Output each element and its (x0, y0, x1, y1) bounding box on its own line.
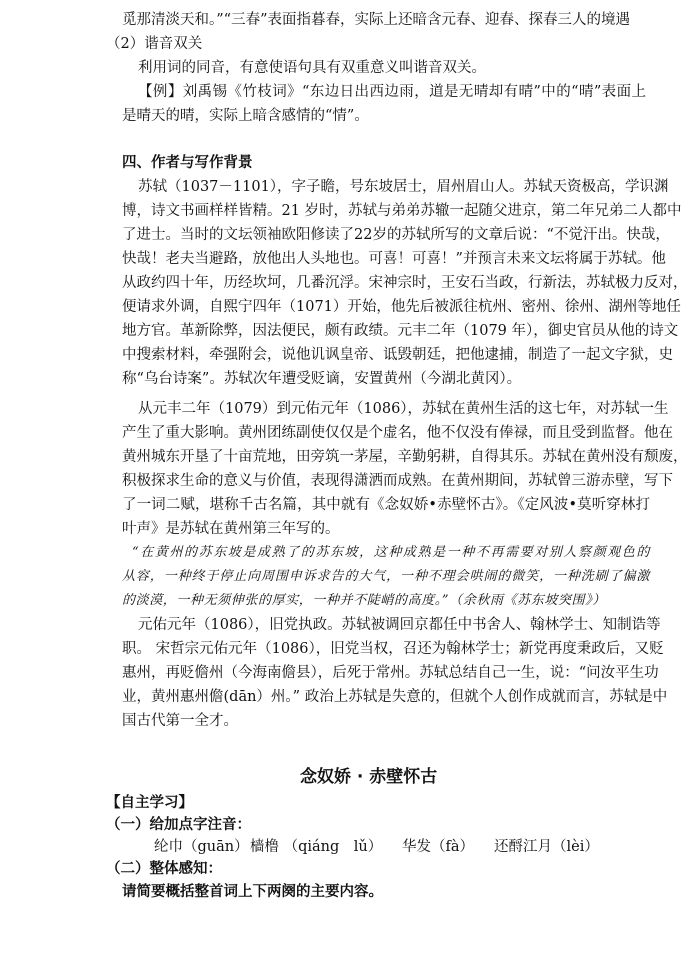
text-line: “在黄州的苏东坡是成熟了的苏东坡，这种成熟是一种不再需要对别人察颜观色的 (132, 545, 650, 560)
text-line: 国古代第一全才。 (122, 713, 238, 729)
self-study-label: 【自主学习】 (106, 795, 193, 811)
subheading-pun: （2）谐音双关 (106, 36, 203, 52)
text-line: 中搜索材料，牵强附会，说他讥讽皇帝、诋毁朝廷，把他逮捕，制造了一起文字狱，史 (122, 347, 673, 363)
poem-title: 念奴娇 · 赤壁怀古 (300, 767, 438, 787)
text-line: 从容，一种终于停止向周围申诉求告的大气，一种不理会哄闹的微笑，一种洗刷了偏激 (122, 569, 650, 584)
text-line: 便请求外调，自熙宁四年（1071）开始，他先后被派往杭州、密州、徐州、湖州等地任 (122, 299, 681, 315)
text-line: 觅那清淡天和。”“三春”表面指暮春，实际上还暗含元春、迎春、探春三人的境遇 (122, 12, 630, 28)
example-line: 【例】刘禹锡《竹枝词》“东边日出西边雨，道是无晴却有晴”中的“晴”表面上 (138, 84, 646, 100)
text-line: 元佑元年（1086），旧党执政。苏轼被调回京都任中书舍人、翰林学士、知制诰等 (138, 617, 661, 633)
text-line: 积极探求生命的意义与价值，表现得潇洒而成熟。在黄州期间，苏轼曾三游赤壁，写下 (122, 473, 673, 489)
overview-task: 请简要概括整首词上下两阕的主要内容。 (122, 884, 383, 900)
question-overview: （二）整体感知： (106, 861, 222, 877)
text-line: 的淡漠，一种无须伸张的厚实，一种并不陡峭的高度。”（余秋雨《苏东坡突围》） (122, 593, 606, 608)
text-line: 从元丰二年（1079）到元佑元年（1086），苏轼在黄州生活的这七年，对苏轼一生 (138, 401, 669, 417)
pinyin-item: 华发（fà） (402, 839, 475, 855)
section-heading: 四、作者与写作背景 (122, 155, 253, 171)
text-line: 博，诗文书画样样皆精。21 岁时，苏轼与弟弟苏辙一起随父进京，第二年兄弟二人都中 (122, 203, 682, 219)
text-line: 黄州城东开垦了十亩荒地，田旁筑一茅屋，辛勤躬耕，自得其乐。苏轼在黄州没有颓废， (122, 449, 688, 465)
text-line: 从政约四十年，历经坎坷，几番沉浮。宋神宗时，王安石当政，行新法，苏轼极力反对， (122, 275, 688, 291)
text-line: 叶声》是苏轼在黄州第三年写的。 (122, 521, 340, 537)
pinyin-item: 还酹江月（lèi） (494, 839, 599, 855)
text-line: 业，黄州惠州儋(dān）州。” 政治上苏轼是失意的，但就个人创作成就而言，苏轼是中 (122, 689, 668, 705)
text-line: 产生了重大影响。黄州团练副使仅仅是个虚名，他不仅没有俸禄，而且受到监督。他在 (122, 425, 673, 441)
text-line: 快哉！老夫当避路，放他出人头地也。可喜！可喜！”并预言未来文坛将属于苏轼。他 (122, 251, 666, 267)
text-line: 了一词二赋，堪称千古名篇，其中就有《念奴娇•赤壁怀古》。《定风波•莫听穿林打 (122, 497, 650, 513)
pinyin-item: 樯橹 （qiáng lǔ） (250, 839, 383, 855)
pinyin-item: 纶巾（guān） (154, 839, 249, 855)
text-line: 地方官。革新除弊，因法便民，颇有政绩。元丰二年（1079 年），御史官员从他的诗文 (122, 323, 679, 339)
text-line: 了进士。当时的文坛领袖欧阳修读了22岁的苏轼所写的文章后说：“不觉汗出。快哉， (122, 227, 670, 243)
text-line: 称“乌台诗案”。苏轼次年遭受贬谪，安置黄州（今湖北黄冈）。 (122, 371, 522, 387)
text-line: 利用词的同音，有意使语句具有双重意义叫谐音双关。 (138, 60, 486, 76)
text-line: 职。 宋哲宗元佑元年（1086），旧党当权，召还为翰林学士；新党再度秉政后，又贬 (122, 641, 664, 657)
question-pinyin: （一）给加点字注音： (106, 817, 251, 833)
text-line: 苏轼（1037－1101），字子瞻，号东坡居士，眉州眉山人。苏轼天资极高，学识渊 (138, 179, 669, 195)
text-line: 是晴天的晴，实际上暗含感情的“情”。 (122, 108, 369, 124)
text-line: 惠州，再贬儋州（今海南儋县），后死于常州。苏轼总结自己一生，说：“问汝平生功 (122, 665, 659, 681)
